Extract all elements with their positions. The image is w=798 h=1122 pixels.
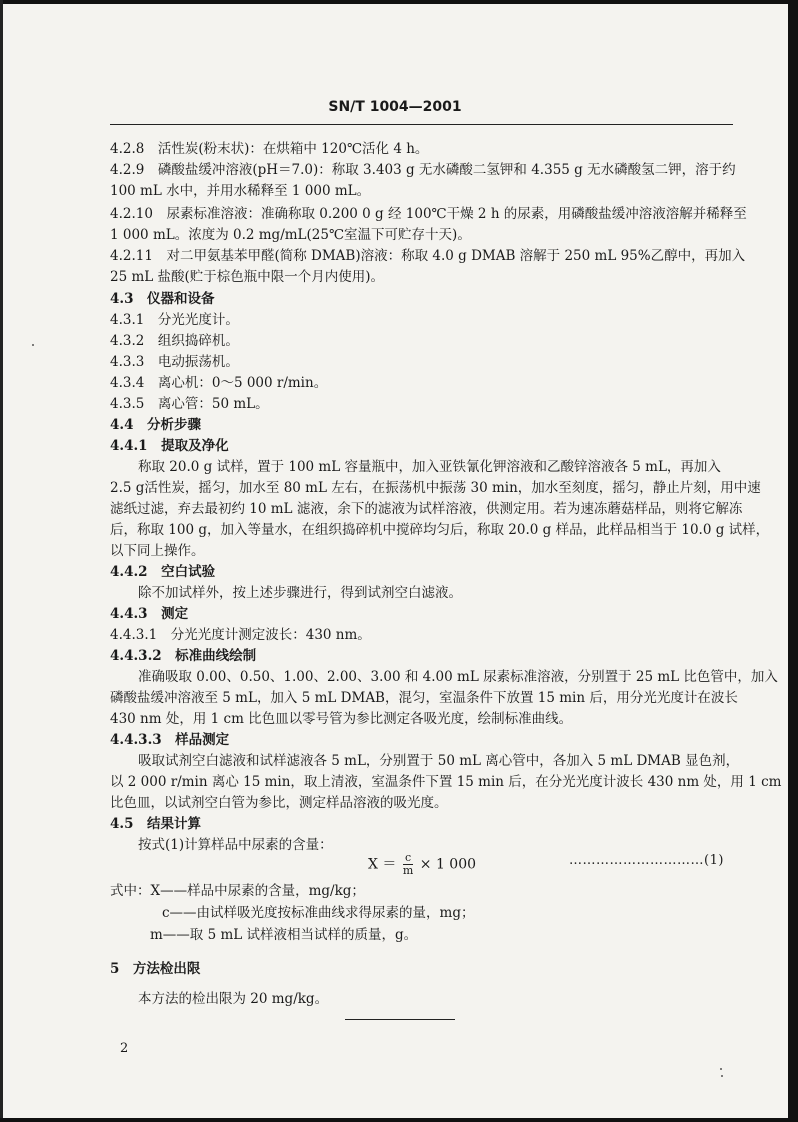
para-4-4-1-line5: 以下同上操作。: [110, 543, 205, 559]
para-5: 本方法的检出限为 20 mg/kg。: [138, 991, 329, 1007]
heading-4-4: 4.4 分析步骤: [110, 417, 201, 433]
para-4-4-1-line3: 滤纸过滤，弃去最初约 10 mL 滤液，余下的滤液为试样溶液，供测定用。若为速冻蘑菇样品，则将它解冻: [110, 501, 743, 517]
clause-4-2-8: 4.2.8 活性炭(粉末状)：在烘箱中 120℃活化 4 h。: [110, 141, 429, 157]
heading-4-4-3: 4.4.3 测定: [110, 606, 189, 622]
scan-speck: [721, 1075, 723, 1077]
clause-4-2-9: 4.2.9 磷酸盐缓冲溶液(pH＝7.0)：称取 3.403 g 无水磷酸二氢钾和 4.355 g 无水磷酸氢二钾，溶于约: [110, 162, 736, 178]
heading-4-3: 4.3 仪器和设备: [110, 291, 215, 307]
clause-4-2-11-cont: 25 mL 盐酸(贮于棕色瓶中限一个月内使用)。: [110, 269, 385, 285]
scan-border-bottom: [0, 1118, 798, 1122]
formula-rhs: × 1 000: [419, 856, 477, 873]
document-page: [2, 0, 788, 1118]
clause-4-3-3: 4.3.3 电动振荡机。: [110, 354, 239, 370]
heading-5: 5 方法检出限: [110, 961, 201, 977]
where-c: c——由试样吸光度按标准曲线求得尿素的量，mg；: [162, 905, 475, 921]
scan-speck: [32, 344, 34, 346]
scan-speck: [720, 1068, 722, 1070]
clause-4-3-5: 4.3.5 离心管：50 mL。: [110, 396, 269, 412]
formula-fraction: [403, 853, 413, 876]
clause-4-2-10: 4.2.10 尿素标准溶液：准确称取 0.200 0 g 经 100℃干燥 2 h 的尿素，用磷酸盐缓冲溶液溶解并稀释至: [110, 206, 747, 222]
scan-border-right: [788, 0, 798, 1122]
formula-denominator: m: [402, 864, 414, 877]
formula-1: [368, 853, 476, 876]
heading-4-5: 4.5 结果计算: [110, 816, 201, 832]
page-number: 2: [120, 1041, 129, 1056]
where-x: 式中：X——样品中尿素的含量，mg/kg；: [110, 883, 365, 899]
formula-label: …………………………(1): [569, 853, 724, 868]
clause-4-2-9-cont: 100 mL 水中，并用水稀释至 1 000 mL。: [110, 183, 371, 199]
para-4-4-3-3-line3: 比色皿，以试剂空白管为参比，测定样品溶液的吸光度。: [110, 795, 448, 811]
para-4-4-3-3-line2: 以 2 000 r/min 离心 15 min，取上清液，室温条件下置 15 min 后，在分光光度计波长 430 nm 处，用 1 cm: [110, 774, 782, 790]
clause-4-2-11: 4.2.11 对二甲氨基苯甲醛(简称 DMAB)溶液：称取 4.0 g DMAB 溶解于 250 mL 95%乙醇中，再加入: [110, 248, 746, 264]
scan-border-left: [0, 0, 3, 1122]
para-4-4-3-2-line3: 430 nm 处，用 1 cm 比色皿以零号管为参比测定各吸光度，绘制标准曲线。: [110, 711, 573, 727]
clause-4-3-1: 4.3.1 分光光度计。: [110, 312, 239, 328]
para-4-4-3-2-line2: 磷酸盐缓冲溶液至 5 mL，加入 5 mL DMAB，混匀，室温条件下放置 15 min 后，用分光光度计在波长: [110, 690, 738, 706]
heading-4-4-3-3: 4.4.3.3 样品测定: [110, 732, 230, 748]
clause-4-2-10-cont: 1 000 mL。浓度为 0.2 mg/mL(25℃室温下可贮存十天)。: [110, 227, 471, 243]
para-4-4-1-line4: 后，称取 100 g，加入等量水，在组织捣碎机中搅碎均匀后，称取 20.0 g 样品，此样品相当于 10.0 g 试样，: [110, 522, 770, 538]
para-4-4-2: 除不加试样外，按上述步骤进行，得到试剂空白滤液。: [138, 585, 462, 601]
clause-4-3-4: 4.3.4 离心机：0～5 000 r/min。: [110, 375, 328, 391]
scan-border-top: [0, 0, 798, 4]
where-m: m——取 5 mL 试样液相当试样的质量，g。: [150, 927, 418, 943]
clause-4-3-2: 4.3.2 组织捣碎机。: [110, 333, 239, 349]
heading-4-4-2: 4.4.2 空白试验: [110, 564, 216, 580]
para-4-4-1-line1: 称取 20.0 g 试样，置于 100 mL 容量瓶中，加入亚铁氰化钾溶液和乙酸锌溶液各 5 mL，再加入: [138, 459, 721, 475]
para-4-4-1-line2: 2.5 g活性炭，摇匀，加水至 80 mL 左右，在振荡机中振荡 30 min，加水至刻度，摇匀，静止片刻，用中速: [110, 480, 761, 496]
para-4-4-3-3-line1: 吸取试剂空白滤液和试样滤液各 5 mL，分别置于 50 mL 离心管中，各加入 5 mL DMAB 显色剂，: [138, 753, 740, 769]
formula-numerator: c: [405, 851, 412, 864]
formula-lhs: X ＝: [368, 856, 397, 873]
clause-4-4-3-1: 4.4.3.1 分光光度计测定波长：430 nm。: [110, 627, 371, 643]
header-rule: [110, 124, 733, 125]
para-4-4-3-2-line1: 准确吸取 0.00、0.50、1.00、2.00、3.00 和 4.00 mL 尿素标准溶液，分别置于 25 mL 比色管中，加入: [138, 669, 778, 685]
heading-4-4-3-2: 4.4.3.2 标准曲线绘制: [110, 648, 257, 664]
heading-4-4-1: 4.4.1 提取及净化: [110, 438, 229, 454]
para-4-5: 按式(1)计算样品中尿素的含量：: [138, 837, 333, 853]
end-rule: [345, 1019, 455, 1020]
standard-code-header: SN/T 1004—2001: [328, 99, 462, 115]
